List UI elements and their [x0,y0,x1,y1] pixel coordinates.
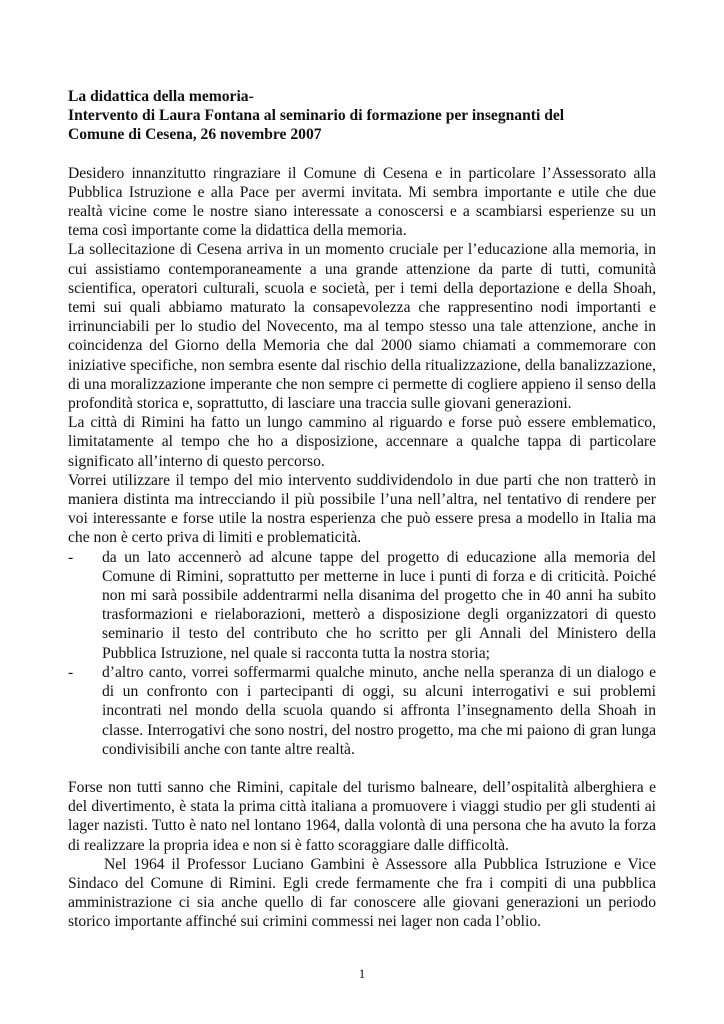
list-item-text: da un lato accennerò ad alcune tappe del progetto di educazione alla memoria del Comune di Rimini, soprattutto per metterne in luce i punti di forza e di criticità. Poiché non mi sarà possibile addentrarmi nella disanima del progetto che in 40 anni ha subito trasformazioni e rielaborazioni, metterò a disposizione degli organizzatori di questo seminario il testo del contributo che ho scritto per gli Annali del Ministero della Pubblica Istruzione, nel quale si racconta tutta la nostra storia; [102,548,656,662]
dash-list [68,548,656,759]
list-item-text: d’altro canto, vorrei soffermarmi qualche minuto, anche nella speranza di un dialogo e di un confronto con i partecipanti di oggi, su alcuni interrogativi e sui problemi incontrati nel mondo della scuola quando si affronta l’insegnamento della Shoah in classe. Interrogativi che sono nostri, del nostro progetto, ma che mi paiono di gran lunga condivisibili anche con tante altre realtà. [102,663,656,758]
paragraph-thanks: Desidero innanzitutto ringraziare il Comune di Cesena e in particolare l’Assessorato alla Pubblica Istruzione e alla Pace per avermi invitata. Mi sembra importante e utile che due realtà vicine come le nostre siano interessate a conoscersi e a scambiarsi esperienze su un tema così importante come la didattica della memoria. [68,164,656,240]
paragraph-cesena: La sollecitazione di Cesena arriva in un momento cruciale per l’educazione alla memoria, in cui assistiamo contemporaneamente a una grande attenzione da parte di tutti, comunità scientifica, operatori culturali, scuola e società, per i temi della deportazione e della Shoah, temi sui quali abbiamo maturato la consapevolezza che rappresentino nodi importanti e irrinunciabili per lo studio del Novecento, ma al tempo stesso una tale attenzione, anche in coincidenza del Giorno della Memoria che dal 2000 siamo chiamati a commemorare con iniziative specifiche, non sembra esente dal rischio della ritualizzazione, della banalizzazione, di una moralizzazione imperante che non sempre ci permette di cogliere appieno il senso della profondità storica e, soprattutto, di lasciare una traccia sulle giovani generazioni. [68,241,656,413]
dash-marker: - [68,663,74,681]
paragraph-forse: Forse non tutti sanno che Rimini, capitale del turismo balneare, dell’ospitalità alberghiera e del divertimento, è stata la prima città italiana a promuovere i viaggi studio per gli studenti ai lager nazisti. Tutto è nato nel lontano 1964, dalla volontà di una persona che ha avuto la forza di realizzare la propria idea e non si è fatto scoraggiare dalle difficoltà. [68,778,656,854]
page-number: 1 [358,966,366,981]
list-item [68,548,656,663]
paragraph-gambini: Nel 1964 il Professor Luciano Gambini è Assessore alla Pubblica Istruzione e Vice Sindaco del Comune di Rimini. Egli crede fermamente che fra i compiti di una pubblica amministrazione ci sia anche quello di far conoscere alle giovani generazioni un periodo storico importante affinché sui crimini commessi nei lager non cada l’oblio. [68,855,656,931]
title-line-1: La didattica della memoria- [68,88,254,105]
list-item [68,663,656,759]
document-page [68,87,656,932]
title-line-2: Intervento di Laura Fontana al seminario di formazione per insegnanti del [68,107,565,125]
paragraph-intervento: Vorrei utilizzare il tempo del mio intervento suddividendolo in due parti che non tratterò in maniera distinta ma intrecciando il più possibile l’una nell’altra, nel tentativo di rendere per voi interessante e forse utile la nostra esperienza che può essere presa a modello in Italia ma che non è certo priva di limiti e problematicità. [68,471,656,547]
title-line-3: Comune di Cesena, 26 novembre 2007 [68,126,322,144]
dash-marker: - [68,548,74,566]
document-title [68,87,656,145]
paragraph-rimini: La città di Rimini ha fatto un lungo cammino al riguardo e forse può essere emblematico, limitatamente al tempo che ho a disposizione, accennare a qualche tappa di particolare significato all’interno di questo percorso. [68,414,656,470]
paragraph-gap [68,759,656,778]
